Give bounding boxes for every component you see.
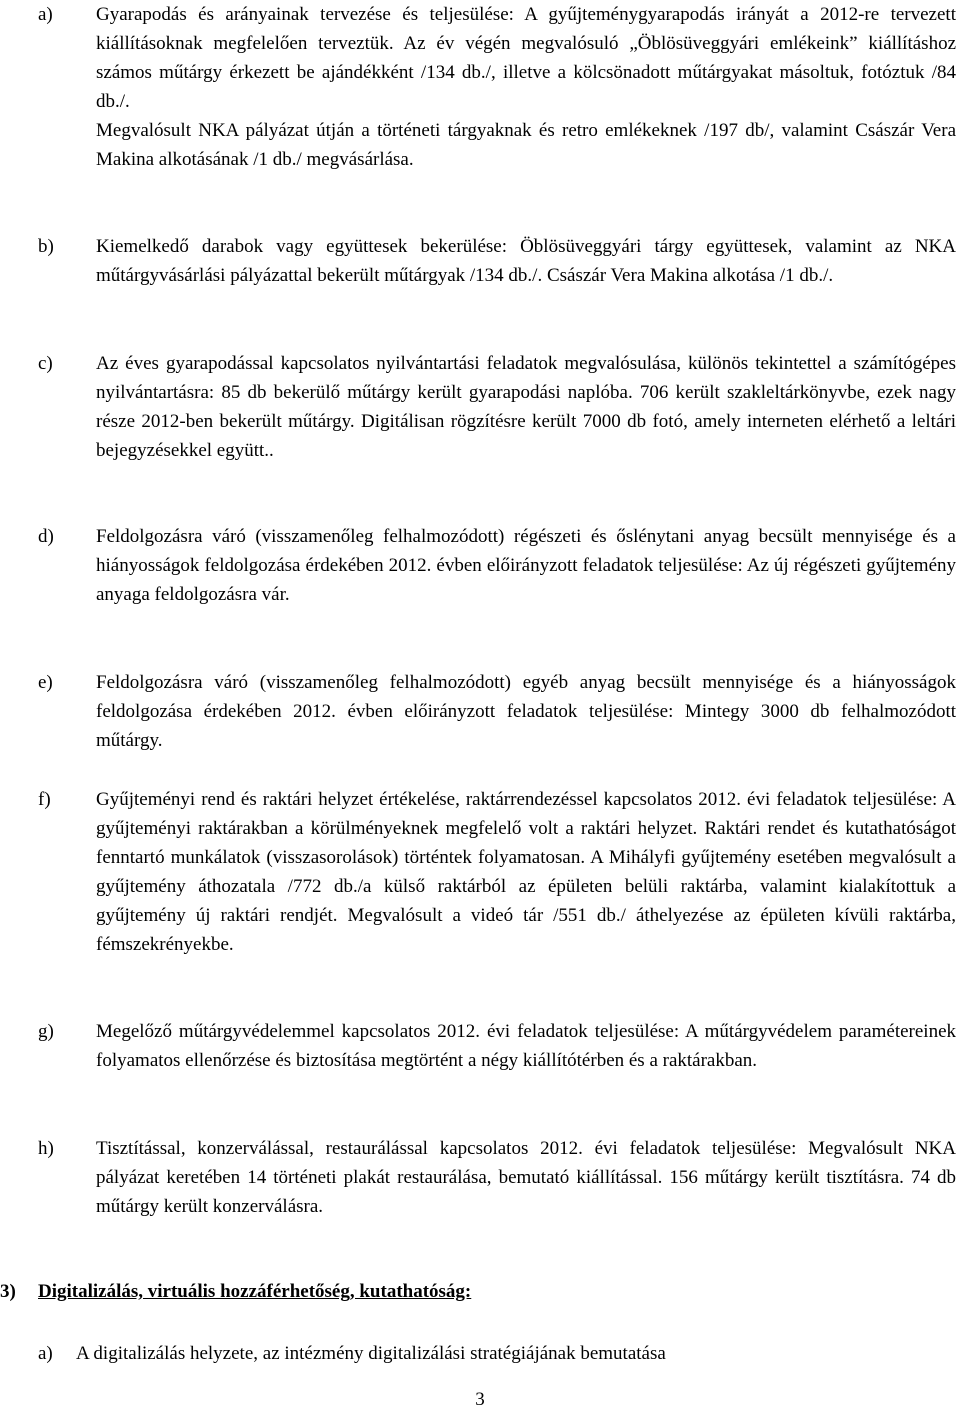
sub-item-label: a)	[38, 1343, 53, 1364]
section-title: Digitalizálás, virtuális hozzáférhetőség, kutathatóság:	[38, 1281, 472, 1302]
item-paragraph: Gyűjteményi rend és raktári helyzet értékelése, raktárrendezéssel kapcsolatos 2012. évi feladatok teljesülése: A gyűjteményi raktárakban a körülményeknek megfelelő volt a raktári helyzet. Raktári rendet és kutathatóságot fenntartó munkálatok (visszasorolások) történtek folyamatosan. A Mihályfi gyűjtemény esetében megvalósult a gyűjtemény áthozatala /772 db./a külső raktárból az épületen belüli raktárba, valamint kialakítottuk a gyűjtemény új raktári rendjét. Megvalósult a videó tár /551 db./ áthelyezése az épületen kívüli raktárba, fémszekrényekbe.	[96, 789, 956, 955]
item-label: f)	[38, 789, 51, 810]
item-paragraph: Az éves gyarapodással kapcsolatos nyilvántartási feladatok megvalósulása, különös tekintettel a számítógépes nyilvántartásra: 85 db bekerülő műtárgy került gyarapodási naplóba. 706 került szakleltárkönyvbe, ezek nagy része 2012-ben bekerült műtárgy. Digitálisan rögzítésre került 7000 db fotó, amely interneten elérhető a leltári bejegyzésekkel együtt..	[96, 353, 956, 461]
item-paragraph: Megelőző műtárgyvédelemmel kapcsolatos 2012. évi feladatok teljesülése: A műtárgyvédelem paramétereinek folyamatos ellenőrzése és biztosítása megtörtént a négy kiállítótérben és a raktárakban.	[96, 1021, 956, 1071]
item-text	[96, 785, 956, 959]
item-label: d)	[38, 526, 54, 547]
item-text	[96, 1134, 956, 1221]
item-paragraph: Feldolgozásra váró (visszamenőleg felhalmozódott) egyéb anyag becsült mennyisége és a hiányosságok feldolgozása érdekében 2012. évben előirányzott feladatok teljesülése: Mintegy 3000 db felhalmozódott műtárgy.	[96, 672, 956, 751]
item-text	[96, 668, 956, 755]
item-text	[96, 349, 956, 465]
item-paragraph: Kiemelkedő darabok vagy együttesek bekerülése: Öblösüveggyári tárgy együttesek, valamint az NKA műtárgyvásárlási pályázattal bekerült műtárgyak /134 db./. Császár Vera Makina alkotása /1 db./.	[96, 236, 956, 286]
item-paragraph: Megvalósult NKA pályázat útján a történeti tárgyaknak és retro emlékeknek /197 db/, valamint Császár Vera Makina alkotásának /1 db./ megvásárlása.	[96, 120, 956, 170]
item-label: c)	[38, 353, 53, 374]
section-number: 3)	[0, 1281, 16, 1302]
item-text	[96, 0, 956, 174]
item-label: e)	[38, 672, 53, 693]
item-label: a)	[38, 4, 53, 25]
item-label: h)	[38, 1138, 54, 1159]
item-label: g)	[38, 1021, 54, 1042]
item-text	[96, 522, 956, 609]
item-paragraph: Feldolgozásra váró (visszamenőleg felhalmozódott) régészeti és őslénytani anyag becsült mennyisége és a hiányosságok feldolgozása érdekében 2012. évben előirányzott feladatok teljesülése: Az új régészeti gyűjtemény anyaga feldolgozásra vár.	[96, 526, 956, 605]
sub-item-text: A digitalizálás helyzete, az intézmény digitalizálási stratégiájának bemutatása	[76, 1343, 666, 1364]
item-text	[96, 232, 956, 290]
item-paragraph: Gyarapodás és arányainak tervezése és teljesülése: A gyűjteménygyarapodás irányát a 2012-re tervezett kiállításoknak megfelelően terveztük. Az év végén megvalósuló „Öblösüveggyári emlékeink” kiállításhoz számos műtárgy érkezett be ajándékként /134 db./, illetve a kölcsönadott műtárgyakat másoltuk, fotóztuk /84 db./.	[96, 4, 956, 112]
page-number: 3	[475, 1389, 485, 1410]
item-label: b)	[38, 236, 54, 257]
item-paragraph: Tisztítással, konzerválással, restaurálással kapcsolatos 2012. évi feladatok teljesülése: Megvalósult NKA pályázat keretében 14 történeti plakát restaurálása, bemutató kiállítással. 156 műtárgy került tisztításra. 74 db műtárgy került konzerválásra.	[96, 1138, 956, 1217]
item-text	[96, 1017, 956, 1075]
